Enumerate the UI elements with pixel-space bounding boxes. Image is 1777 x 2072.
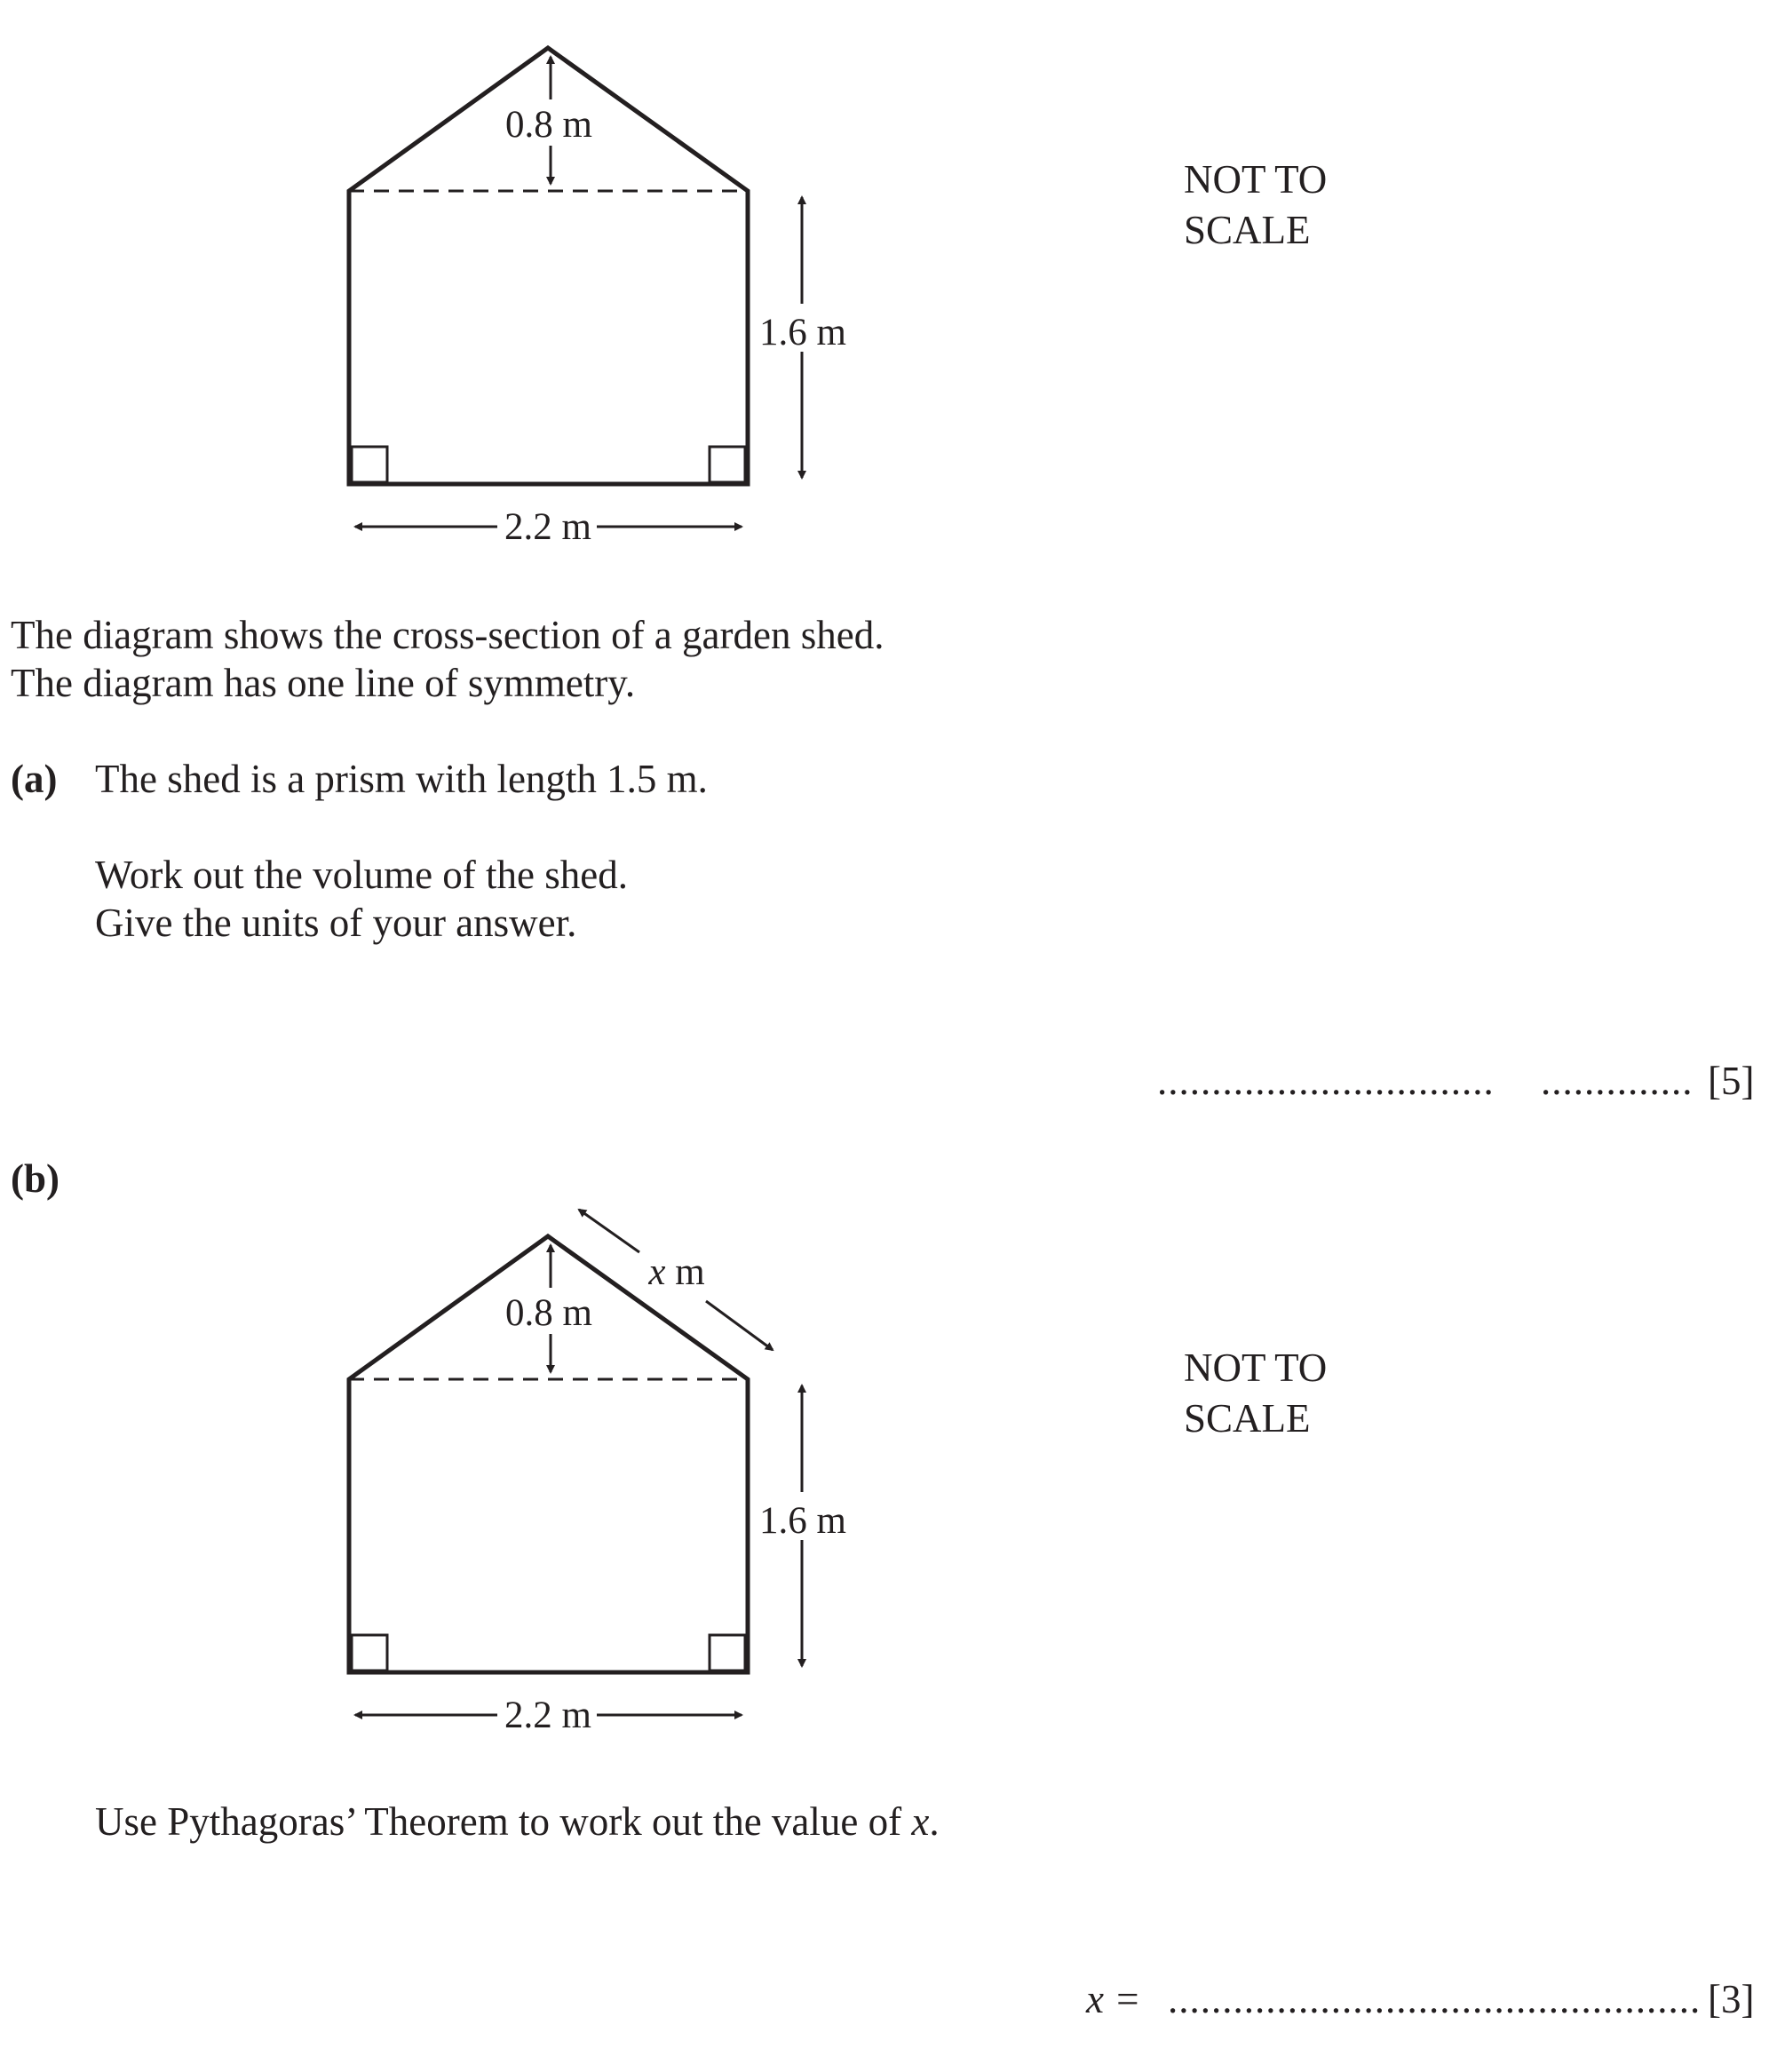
part-a-statement: The shed is a prism with length 1.5 m. [95,757,708,801]
part-b-marks: [3] [1708,1977,1755,2021]
not-to-scale-line1: NOT TO [1184,157,1328,202]
wall-height-label: 1.6 m [759,312,846,353]
part-a-answer-line-units[interactable]: .............. [1541,1059,1694,1103]
part-b-instruction-variable: x [911,1799,930,1844]
wall-height-label: 1.6 m [759,1500,846,1542]
slant-arrow-upper [579,1210,639,1252]
shed-cross-section-a [0,0,977,551]
not-to-scale-note-b [1184,1343,1327,1444]
intro-line-1: The diagram shows the cross-section of a garden shed. [11,613,885,657]
part-b-answer-prefix: x = [1086,1977,1141,2021]
part-b-instruction [95,1798,940,1846]
not-to-scale-line2: SCALE [1184,1396,1311,1441]
right-angle-marker-left [352,1635,387,1671]
intro-line-2: The diagram has one line of symmetry. [11,661,636,705]
not-to-scale-note-a [1184,155,1327,256]
not-to-scale-line2: SCALE [1184,208,1311,252]
part-a-instruction-1: Work out the volume of the shed. [95,853,629,897]
right-angle-marker-right [710,1635,745,1671]
slant-unit: m [665,1251,705,1293]
not-to-scale-line1: NOT TO [1184,1346,1328,1390]
part-a-marks: [5] [1708,1059,1755,1103]
shed-cross-section-b [0,1181,977,1741]
part-b-instruction-text: Use Pythagoras’ Theorem to work out the value of [95,1799,902,1844]
part-b-label: (b) [11,1156,59,1201]
part-a-instruction-2: Give the units of your answer. [95,901,577,945]
part-a-label: (a) [11,757,58,801]
width-label: 2.2 m [504,1695,591,1736]
part-a-answer-line-value[interactable]: ............................... [1157,1059,1495,1103]
roof-height-label: 0.8 m [505,1292,592,1334]
slant-label: x m [648,1251,705,1293]
right-angle-marker-right [710,447,745,482]
shed-diagram-a [0,0,977,551]
part-b-answer-line[interactable]: ................................................. [1168,1977,1702,2021]
shed-diagram-b [0,1181,977,1741]
slant-arrow-lower [706,1301,773,1350]
width-label: 2.2 m [504,506,591,548]
part-b-instruction-end: . [929,1799,940,1844]
right-angle-marker-left [352,447,387,482]
roof-height-label: 0.8 m [505,104,592,146]
